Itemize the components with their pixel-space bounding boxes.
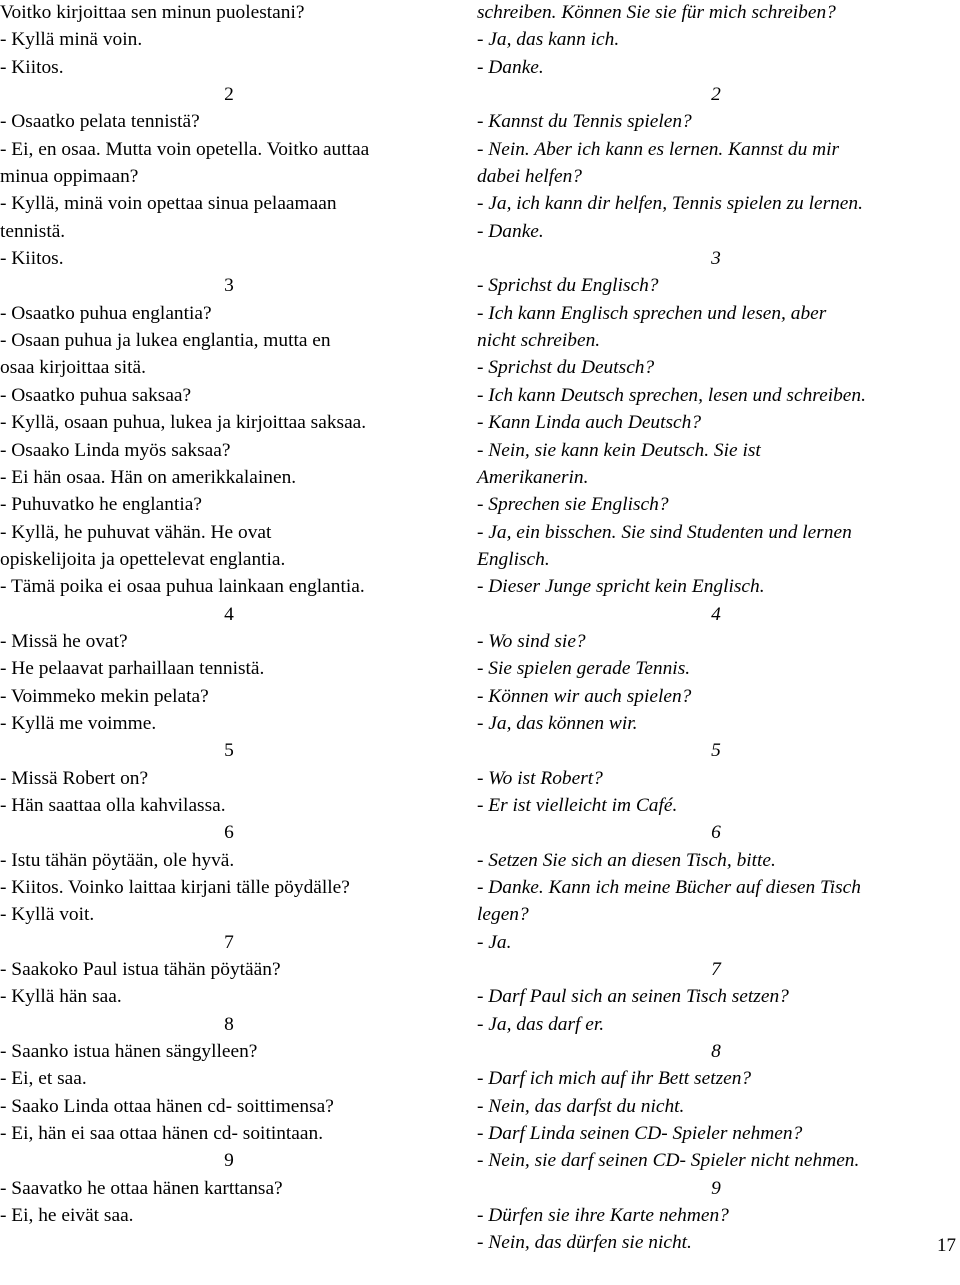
finnish-text-line: - Kiitos. xyxy=(0,248,64,270)
finnish-text-line: - Kyllä me voimme. xyxy=(0,712,157,734)
german-text-line: Amerikanerin. xyxy=(477,466,589,488)
finnish-section-number: 3 xyxy=(224,275,234,297)
german-text-line: - Danke. Kann ich meine Bücher auf diesen Tisch xyxy=(477,877,861,898)
finnish-text-line: - Osaatko pelata tennistä? xyxy=(0,111,200,133)
german-text-line: dabei helfen? xyxy=(477,166,583,188)
finnish-text-line: - Osaatko puhua saksaa? xyxy=(0,384,192,406)
german-text-line: - Sie spielen gerade Tennis. xyxy=(477,658,691,680)
finnish-section-number: 9 xyxy=(224,1150,234,1172)
german-text-line: - Darf Paul sich an seinen Tisch setzen? xyxy=(477,986,789,1008)
german-text-line: - Setzen Sie sich an diesen Tisch, bitte. xyxy=(477,849,776,871)
finnish-text-line: - Hän saattaa olla kahvilassa. xyxy=(0,794,226,816)
finnish-text-line: Voitko kirjoittaa sen minun puolestani? xyxy=(0,2,305,23)
finnish-text-line: - Ei, he eivät saa. xyxy=(0,1205,134,1227)
german-text-line: - Ja, das kann ich. xyxy=(477,29,620,51)
finnish-text-line: - Kyllä minä voin. xyxy=(0,29,143,51)
german-text-line: - Dieser Junge spricht kein Englisch. xyxy=(477,576,765,598)
finnish-text-line: tennistä. xyxy=(0,220,66,242)
finnish-text-line: - Tämä poika ei osaa puhua lainkaan englantia. xyxy=(0,576,365,598)
german-section-number: 6 xyxy=(711,822,721,844)
finnish-text-line: - Ei, en osaa. Mutta voin opetella. Voitko auttaa xyxy=(0,138,370,160)
german-text-line: - Darf ich mich auf ihr Bett setzen? xyxy=(477,1068,752,1090)
german-section-number: 4 xyxy=(711,603,721,625)
finnish-text-line: - Puhuvatko he englantia? xyxy=(0,494,202,516)
finnish-text-line: - He pelaavat parhaillaan tennistä. xyxy=(0,658,265,680)
finnish-text-line: - Saavatko he ottaa hänen karttansa? xyxy=(0,1177,283,1199)
german-text-line: - Nein. Aber ich kann es lernen. Kannst du mir xyxy=(477,138,840,160)
german-section-number: 3 xyxy=(711,248,721,270)
finnish-text-line: - Missä Robert on? xyxy=(0,767,149,789)
finnish-section-number: 6 xyxy=(224,822,234,844)
german-text-line: - Danke. xyxy=(477,56,544,78)
finnish-text-line: - Saako Linda ottaa hänen cd- soittimensa? xyxy=(0,1095,334,1117)
german-text-line: - Ich kann Deutsch sprechen, lesen und schreiben. xyxy=(477,384,866,406)
finnish-text-line: - Ei hän osaa. Hän on amerikkalainen. xyxy=(0,466,297,488)
finnish-text-line: - Saanko istua hänen sängylleen? xyxy=(0,1041,258,1063)
german-text-line: Englisch. xyxy=(477,548,550,570)
finnish-text-line: - Kyllä voit. xyxy=(0,904,95,926)
finnish-text-line: - Voimmeko mekin pelata? xyxy=(0,685,209,707)
german-section-number: 7 xyxy=(711,959,721,981)
finnish-text-line: - Kyllä, osaan puhua, lukea ja kirjoittaa saksaa. xyxy=(0,412,367,434)
finnish-text-line: - Istu tähän pöytään, ole hyvä. xyxy=(0,849,235,871)
finnish-section-number: 4 xyxy=(224,603,234,625)
finnish-text-line: - Kyllä hän saa. xyxy=(0,986,122,1008)
page-number: 17 xyxy=(937,1235,956,1256)
finnish-text-line: minua oppimaan? xyxy=(0,166,139,188)
german-text-line: - Nein, das darfst du nicht. xyxy=(477,1095,685,1117)
finnish-text-line: - Osaatko puhua englantia? xyxy=(0,302,212,324)
german-text-line: - Sprichst du Englisch? xyxy=(477,275,659,297)
german-text-line: - Nein, sie kann kein Deutsch. Sie ist xyxy=(477,439,761,461)
german-section-number: 2 xyxy=(711,84,721,106)
german-section-number: 5 xyxy=(711,740,721,762)
finnish-section-number: 8 xyxy=(224,1013,234,1035)
finnish-text-line: - Kyllä, minä voin opettaa sinua pelaamaan xyxy=(0,193,337,215)
finnish-section-number: 7 xyxy=(224,931,234,953)
german-text-line: - Können wir auch spielen? xyxy=(477,685,692,707)
german-column xyxy=(477,0,957,1257)
finnish-text-line: - Kiitos. Voinko laittaa kirjani tälle pöydälle? xyxy=(0,877,350,898)
german-text-line: - Er ist vielleicht im Café. xyxy=(477,794,678,816)
german-text-line: legen? xyxy=(477,904,529,926)
finnish-text-line: - Ei, et saa. xyxy=(0,1068,87,1090)
german-text-line: - Ja, das können wir. xyxy=(477,712,638,734)
finnish-text-line: osaa kirjoittaa sitä. xyxy=(0,357,146,379)
german-text-line: - Kannst du Tennis spielen? xyxy=(477,111,692,133)
german-text-line: schreiben. Können Sie sie für mich schreiben? xyxy=(477,2,836,23)
german-text-line: - Nein, das dürfen sie nicht. xyxy=(477,1232,692,1254)
german-text-line: - Nein, sie darf seinen CD- Spieler nicht nehmen. xyxy=(477,1150,860,1172)
finnish-text-line: - Osaako Linda myös saksaa? xyxy=(0,439,231,461)
finnish-text-line: - Kiitos. xyxy=(0,56,64,78)
german-text-line: - Ich kann Englisch sprechen und lesen, aber xyxy=(477,302,827,324)
german-text-line: - Danke. xyxy=(477,220,544,242)
finnish-section-number: 2 xyxy=(224,84,234,106)
german-text-line: - Ja. xyxy=(477,931,512,953)
german-text-line: - Ja, das darf er. xyxy=(477,1013,605,1035)
german-text-line: nicht schreiben. xyxy=(477,330,601,352)
finnish-text-line: - Kyllä, he puhuvat vähän. He ovat xyxy=(0,521,272,543)
german-section-number: 8 xyxy=(711,1041,721,1063)
finnish-text-line: - Missä he ovat? xyxy=(0,630,128,652)
finnish-text-line: - Saakoko Paul istua tähän pöytään? xyxy=(0,959,281,981)
finnish-section-number: 5 xyxy=(224,740,234,762)
german-text-line: - Wo ist Robert? xyxy=(477,767,603,789)
finnish-text-line: - Osaan puhua ja lukea englantia, mutta en xyxy=(0,330,331,352)
german-section-number: 9 xyxy=(711,1177,721,1199)
german-text-line: - Ja, ich kann dir helfen, Tennis spielen zu lernen. xyxy=(477,193,863,215)
german-text-line: - Sprechen sie Englisch? xyxy=(477,494,669,516)
finnish-column xyxy=(0,0,458,1229)
finnish-text-line: opiskelijoita ja opettelevat englantia. xyxy=(0,548,286,570)
finnish-text-line: - Ei, hän ei saa ottaa hänen cd- soitintaan. xyxy=(0,1123,324,1145)
german-text-line: - Kann Linda auch Deutsch? xyxy=(477,412,702,434)
german-text-line: - Wo sind sie? xyxy=(477,630,586,652)
german-text-line: - Ja, ein bisschen. Sie sind Studenten und lernen xyxy=(477,521,852,543)
german-text-line: - Dürfen sie ihre Karte nehmen? xyxy=(477,1205,729,1227)
german-text-line: - Sprichst du Deutsch? xyxy=(477,357,655,379)
german-text-line: - Darf Linda seinen CD- Spieler nehmen? xyxy=(477,1123,803,1145)
